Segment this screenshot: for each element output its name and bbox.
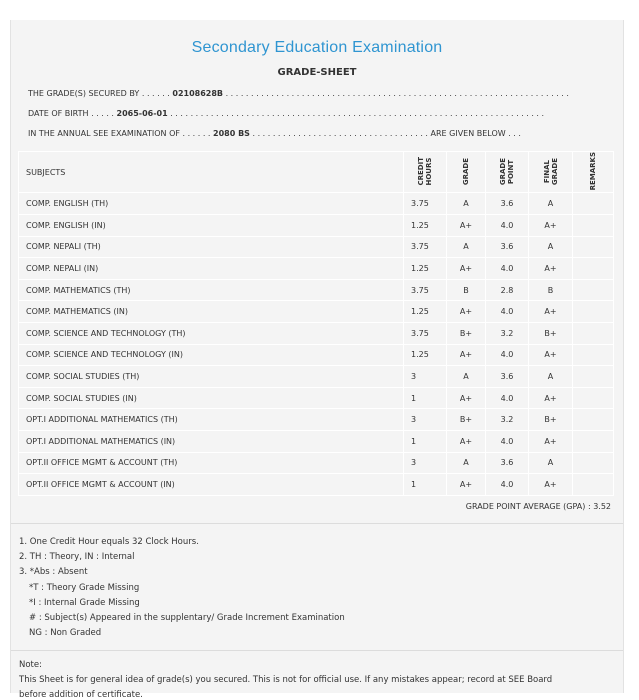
grade-point-cell: 3.6 bbox=[486, 236, 529, 258]
remarks-cell bbox=[573, 258, 614, 280]
grade-sheet-heading: GRADE-SHEET bbox=[277, 67, 357, 78]
grade-point-cell: 4.0 bbox=[486, 301, 529, 323]
header-grade-point: GRADE POINT bbox=[486, 152, 529, 193]
final-grade-cell: A bbox=[529, 366, 573, 388]
grade-point-cell: 4.0 bbox=[486, 474, 529, 496]
table-row bbox=[19, 452, 614, 474]
grade-point-cell: 4.0 bbox=[486, 387, 529, 409]
footnote-non-graded: NG : Non Graded bbox=[29, 628, 102, 639]
final-grade-cell: A+ bbox=[529, 215, 573, 237]
subject-cell: COMP. NEPALI (TH) bbox=[19, 236, 404, 258]
final-grade-cell: A+ bbox=[529, 258, 573, 280]
subject-cell: COMP. SOCIAL STUDIES (TH) bbox=[19, 366, 404, 388]
remarks-cell bbox=[573, 322, 614, 344]
remarks-cell bbox=[573, 215, 614, 237]
credit-hours-cell: 3.75 bbox=[404, 193, 447, 215]
grade-cell: A bbox=[447, 366, 486, 388]
remarks-cell bbox=[573, 301, 614, 323]
remarks-cell bbox=[573, 430, 614, 452]
grade-cell: A+ bbox=[447, 344, 486, 366]
info-line-dob bbox=[28, 109, 544, 118]
table-row bbox=[19, 387, 614, 409]
gpa-line bbox=[466, 502, 611, 511]
subject-cell: COMP. ENGLISH (TH) bbox=[19, 193, 404, 215]
table-row bbox=[19, 430, 614, 452]
grade-sheet bbox=[10, 20, 624, 700]
credit-hours-cell: 1.25 bbox=[404, 215, 447, 237]
remarks-cell bbox=[573, 366, 614, 388]
final-grade-cell: A+ bbox=[529, 430, 573, 452]
header-remarks: REMARKS bbox=[573, 152, 614, 193]
grade-cell: A bbox=[447, 193, 486, 215]
table-row bbox=[19, 193, 614, 215]
table-row bbox=[19, 322, 614, 344]
subject-cell: COMP. SCIENCE AND TECHNOLOGY (TH) bbox=[19, 322, 404, 344]
credit-hours-cell: 3.75 bbox=[404, 236, 447, 258]
grade-point-cell: 4.0 bbox=[486, 344, 529, 366]
table-row bbox=[19, 366, 614, 388]
subject-cell: COMP. ENGLISH (IN) bbox=[19, 215, 404, 237]
table-row bbox=[19, 279, 614, 301]
secured-by-label: THE GRADE(S) SECURED BY . . . . . . bbox=[28, 89, 170, 98]
grade-point-cell: 4.0 bbox=[486, 215, 529, 237]
footnote-supplementary: # : Subject(s) Appeared in the supplentary/ Grade Increment Examination bbox=[29, 612, 345, 623]
grade-cell: B bbox=[447, 279, 486, 301]
grade-point-cell: 4.0 bbox=[486, 258, 529, 280]
grade-cell: A+ bbox=[447, 258, 486, 280]
subject-cell: COMP. SOCIAL STUDIES (IN) bbox=[19, 387, 404, 409]
grade-cell: A bbox=[447, 452, 486, 474]
table-row bbox=[19, 474, 614, 496]
credit-hours-cell: 3 bbox=[404, 409, 447, 431]
grade-point-cell: 3.2 bbox=[486, 322, 529, 344]
remarks-cell bbox=[573, 279, 614, 301]
header-grade: GRADE bbox=[447, 152, 486, 193]
credit-hours-cell: 3.75 bbox=[404, 322, 447, 344]
final-grade-cell: A+ bbox=[529, 344, 573, 366]
footnote-3: 3. *Abs : Absent bbox=[19, 567, 88, 578]
final-grade-cell: B+ bbox=[529, 322, 573, 344]
footnote-internal-missing: *I : Internal Grade Missing bbox=[29, 597, 140, 608]
subject-cell: OPT.I ADDITIONAL MATHEMATICS (IN) bbox=[19, 430, 404, 452]
grade-point-cell: 3.2 bbox=[486, 409, 529, 431]
final-grade-cell: A+ bbox=[529, 301, 573, 323]
gpa-value: 3.52 bbox=[593, 502, 611, 511]
credit-hours-cell: 1 bbox=[404, 474, 447, 496]
footnote-theory-missing: *T : Theory Grade Missing bbox=[29, 582, 140, 593]
header-subjects: SUBJECTS bbox=[19, 152, 404, 193]
header-final-grade: FINAL GRADE bbox=[529, 152, 573, 193]
final-grade-cell: B+ bbox=[529, 409, 573, 431]
final-grade-cell: A+ bbox=[529, 387, 573, 409]
note-text: This Sheet is for general idea of grade(s) you secured. This is not for official use. If any mistakes appear; record at SEE Board bbox=[19, 675, 553, 685]
remarks-cell bbox=[573, 409, 614, 431]
credit-hours-cell: 1 bbox=[404, 387, 447, 409]
credit-hours-cell: 1.25 bbox=[404, 301, 447, 323]
header-credit-hours: CREDIT HOURS bbox=[404, 152, 447, 193]
subject-cell: COMP. NEPALI (IN) bbox=[19, 258, 404, 280]
remarks-cell bbox=[573, 387, 614, 409]
credit-hours-cell: 3.75 bbox=[404, 279, 447, 301]
credit-hours-cell: 1 bbox=[404, 430, 447, 452]
table-row bbox=[19, 215, 614, 237]
final-grade-cell: A bbox=[529, 452, 573, 474]
info-line-secured-by bbox=[28, 89, 569, 98]
table-row bbox=[19, 258, 614, 280]
subject-cell: OPT.II OFFICE MGMT & ACCOUNT (TH) bbox=[19, 452, 404, 474]
exam-year: 2080 BS bbox=[213, 129, 250, 138]
table-row bbox=[19, 344, 614, 366]
note-label: Note: bbox=[19, 660, 42, 670]
table-row bbox=[19, 236, 614, 258]
footnotes bbox=[19, 535, 345, 641]
table-row bbox=[19, 301, 614, 323]
final-grade-cell: A bbox=[529, 193, 573, 215]
gpa-label: GRADE POINT AVERAGE (GPA) : bbox=[465, 502, 591, 511]
grade-point-cell: 3.6 bbox=[486, 452, 529, 474]
grades-table bbox=[18, 151, 614, 496]
subject-cell: COMP. SCIENCE AND TECHNOLOGY (IN) bbox=[19, 344, 404, 366]
footnote-1: 1. One Credit Hour equals 32 Clock Hours. bbox=[19, 537, 199, 547]
final-grade-cell: B bbox=[529, 279, 573, 301]
symbol-number: 02108628B bbox=[172, 89, 224, 98]
divider bbox=[11, 523, 623, 524]
date-of-birth: 2065-06-01 bbox=[116, 109, 168, 118]
remarks-cell bbox=[573, 452, 614, 474]
credit-hours-cell: 1.25 bbox=[404, 258, 447, 280]
final-grade-cell: A bbox=[529, 236, 573, 258]
secured-by-dots: . . . . . . . . . . . . . . . . . . . . . . . . . . . . . . . . . . . . . . . . . . . . . . . . . . . . . . . . . . . . . . . . . . . . bbox=[225, 89, 569, 98]
subject-cell: COMP. MATHEMATICS (IN) bbox=[19, 301, 404, 323]
info-line-exam bbox=[28, 129, 521, 138]
remarks-cell bbox=[573, 344, 614, 366]
grade-cell: A bbox=[447, 236, 486, 258]
exam-dots: . . . . . . . . . . . . . . . . . . . . . . . . . . . . . . . . . . . ARE GIVEN BELOW . . . bbox=[252, 129, 521, 138]
credit-hours-cell: 3 bbox=[404, 452, 447, 474]
subject-cell: COMP. MATHEMATICS (TH) bbox=[19, 279, 404, 301]
credit-hours-cell: 3 bbox=[404, 366, 447, 388]
grade-point-cell: 3.6 bbox=[486, 366, 529, 388]
subject-cell: OPT.I ADDITIONAL MATHEMATICS (TH) bbox=[19, 409, 404, 431]
grade-cell: A+ bbox=[447, 215, 486, 237]
grade-point-cell: 3.6 bbox=[486, 193, 529, 215]
subject-cell: OPT.II OFFICE MGMT & ACCOUNT (IN) bbox=[19, 474, 404, 496]
footnote-2: 2. TH : Theory, IN : Internal bbox=[19, 552, 135, 563]
remarks-cell bbox=[573, 193, 614, 215]
grade-cell: B+ bbox=[447, 409, 486, 431]
grade-cell: A+ bbox=[447, 387, 486, 409]
dob-label: DATE OF BIRTH . . . . . bbox=[28, 109, 114, 118]
remarks-cell bbox=[573, 474, 614, 496]
final-grade-cell: A+ bbox=[529, 474, 573, 496]
exam-label: IN THE ANNUAL SEE EXAMINATION OF . . . . . . bbox=[28, 129, 211, 138]
grade-cell: A+ bbox=[447, 474, 486, 496]
dob-dots: . . . . . . . . . . . . . . . . . . . . . . . . . . . . . . . . . . . . . . . . . . . . . . . . . . . . . . . . . . . . . . . . . . . . . . . . . . bbox=[170, 109, 545, 118]
remarks-cell bbox=[573, 236, 614, 258]
divider bbox=[11, 650, 623, 651]
grade-cell: A+ bbox=[447, 430, 486, 452]
table-header-row bbox=[19, 152, 614, 193]
note-text-continued: before addition of certificate. bbox=[19, 690, 143, 700]
page-title: Secondary Education Examination bbox=[191, 39, 443, 56]
grade-point-cell: 4.0 bbox=[486, 430, 529, 452]
table-row bbox=[19, 409, 614, 431]
grade-point-cell: 2.8 bbox=[486, 279, 529, 301]
grade-cell: A+ bbox=[447, 301, 486, 323]
grade-cell: B+ bbox=[447, 322, 486, 344]
credit-hours-cell: 1.25 bbox=[404, 344, 447, 366]
